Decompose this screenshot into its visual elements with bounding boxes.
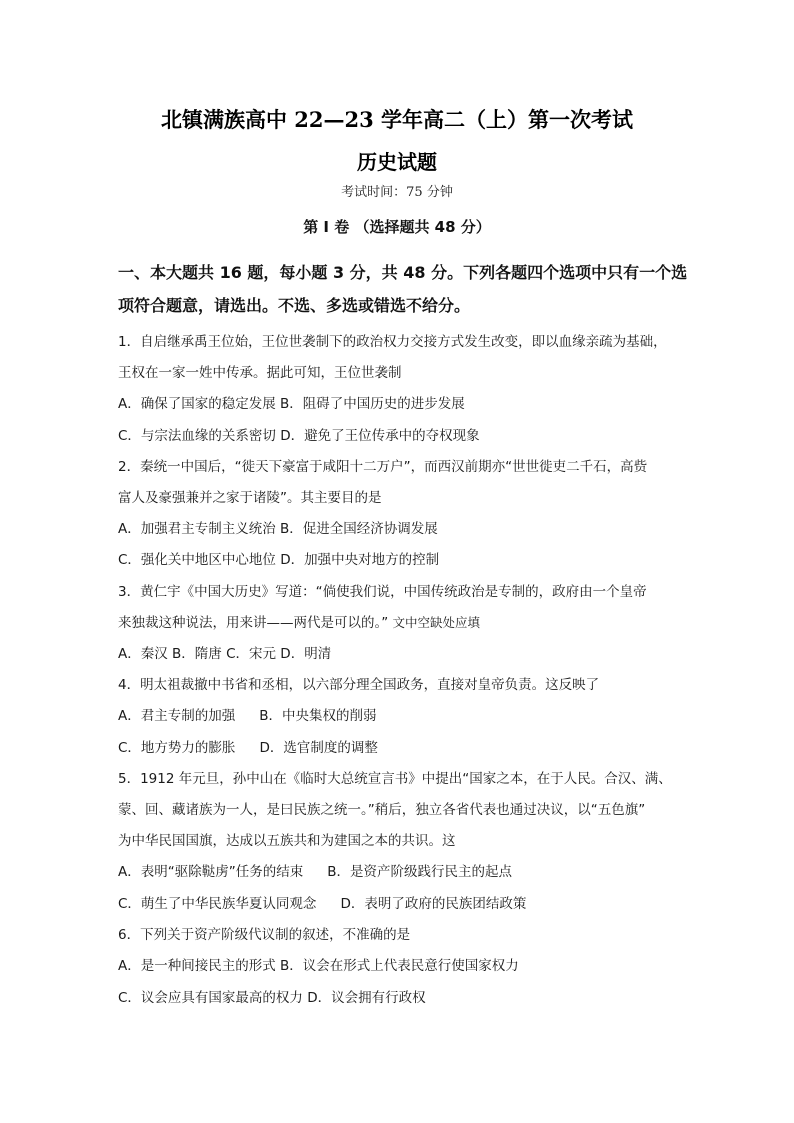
exam-time: 考试时间：75 分钟 xyxy=(341,185,453,200)
question-5-stem-line-2: 蒙、回、藏诸族为一人，是曰民族之统一。”稍后，独立各省代表也通过决议，以“五色旗” xyxy=(118,802,646,818)
volume-heading: 第 I 卷 （选择题共 48 分） xyxy=(303,218,491,236)
question-5-option-a: A．表明“驱除鞑虏”任务的结束 xyxy=(118,864,304,880)
question-2-options-ab: A．加强君主专制主义统治 B．促进全国经济协调发展 xyxy=(118,521,438,537)
question-1-stem-line-2: 王权在一家一姓中传承。据此可知，王位世袭制 xyxy=(118,365,402,381)
question-4-option-d: D．选官制度的调整 xyxy=(259,740,378,756)
question-5-stem-line-3: 为中华民国国旗，达成以五族共和为建国之本的共识。这 xyxy=(118,833,456,849)
question-6-options-cd: C．议会应具有国家最高的权力 D．议会拥有行政权 xyxy=(118,990,426,1006)
question-5-stem-line-1: 5．1912 年元旦，孙中山在《临时大总统宣言书》中提出“国家之本，在于人民。合汉、满、 xyxy=(118,771,672,787)
question-1-stem-line-1: 1．自启继承禹王位始，王位世袭制下的政治权力交接方式发生改变，即以血缘亲疏为基础， xyxy=(118,334,667,350)
question-1-options-ab: A．确保了国家的稳定发展 B．阻碍了中国历史的进步发展 xyxy=(118,396,465,412)
question-5-options-ab xyxy=(118,860,512,880)
question-6-stem: 6．下列关于资产阶级代议制的叙述，不准确的是 xyxy=(118,927,411,943)
question-3-stem-line-2-text: 来独裁这种说法，用来讲——两代是可以的。” xyxy=(118,615,389,631)
question-6-options-ab: A．是一种间接民主的形式 B．议会在形式上代表民意行使国家权力 xyxy=(118,958,519,974)
subject-title: 历史试题 xyxy=(357,150,437,174)
section-instruction-line-1: 一、本大题共 16 题，每小题 3 分，共 48 分。下列各题四个选项中只有一个选 xyxy=(118,263,688,282)
question-3-stem-tail: 文中空缺处应填 xyxy=(392,615,481,630)
question-2-stem-line-2: 富人及豪强兼并之家于诸陵”。其主要目的是 xyxy=(118,490,382,506)
question-1-options-cd: C．与宗法血缘的关系密切 D．避免了王位传承中的夺权现象 xyxy=(118,428,480,444)
section-instruction-line-2: 项符合题意，请选出。不选、多选或错选不给分。 xyxy=(118,296,471,315)
question-3-options: A．秦汉 B．隋唐 C．宋元 D．明清 xyxy=(118,646,332,662)
question-5-option-b: B．是资产阶级践行民主的起点 xyxy=(327,864,512,880)
question-5-option-d: D．表明了政府的民族团结政策 xyxy=(340,896,527,912)
question-3-stem-line-1: 3．黄仁宇《中国大历史》写道：“倘使我们说，中国传统政治是专制的，政府由一个皇帝 xyxy=(118,584,647,600)
question-2-stem-line-1: 2．秦统一中国后，“徙天下豪富于咸阳十二万户”，而西汉前期亦“世世徙吏二千石，高赀 xyxy=(118,459,648,475)
question-4-stem: 4．明太祖裁撤中书省和丞相，以六部分理全国政务，直接对皇帝负责。这反映了 xyxy=(118,677,600,693)
question-5-options-cd xyxy=(118,892,526,912)
question-4-option-a: A．君主专制的加强 xyxy=(118,708,236,724)
question-3-stem-line-2 xyxy=(118,611,480,631)
question-4-options-ab xyxy=(118,704,377,724)
question-4-option-b: B．中央集权的削弱 xyxy=(259,708,377,724)
exam-title: 北镇满族高中 22—23 学年高二（上）第一次考试 xyxy=(160,107,634,132)
question-2-options-cd: C．强化关中地区中心地位 D．加强中央对地方的控制 xyxy=(118,552,440,568)
question-4-options-cd xyxy=(118,736,378,756)
question-4-option-c: C．地方势力的膨胀 xyxy=(118,740,236,756)
question-5-option-c: C．萌生了中华民族华夏认同观念 xyxy=(118,896,317,912)
